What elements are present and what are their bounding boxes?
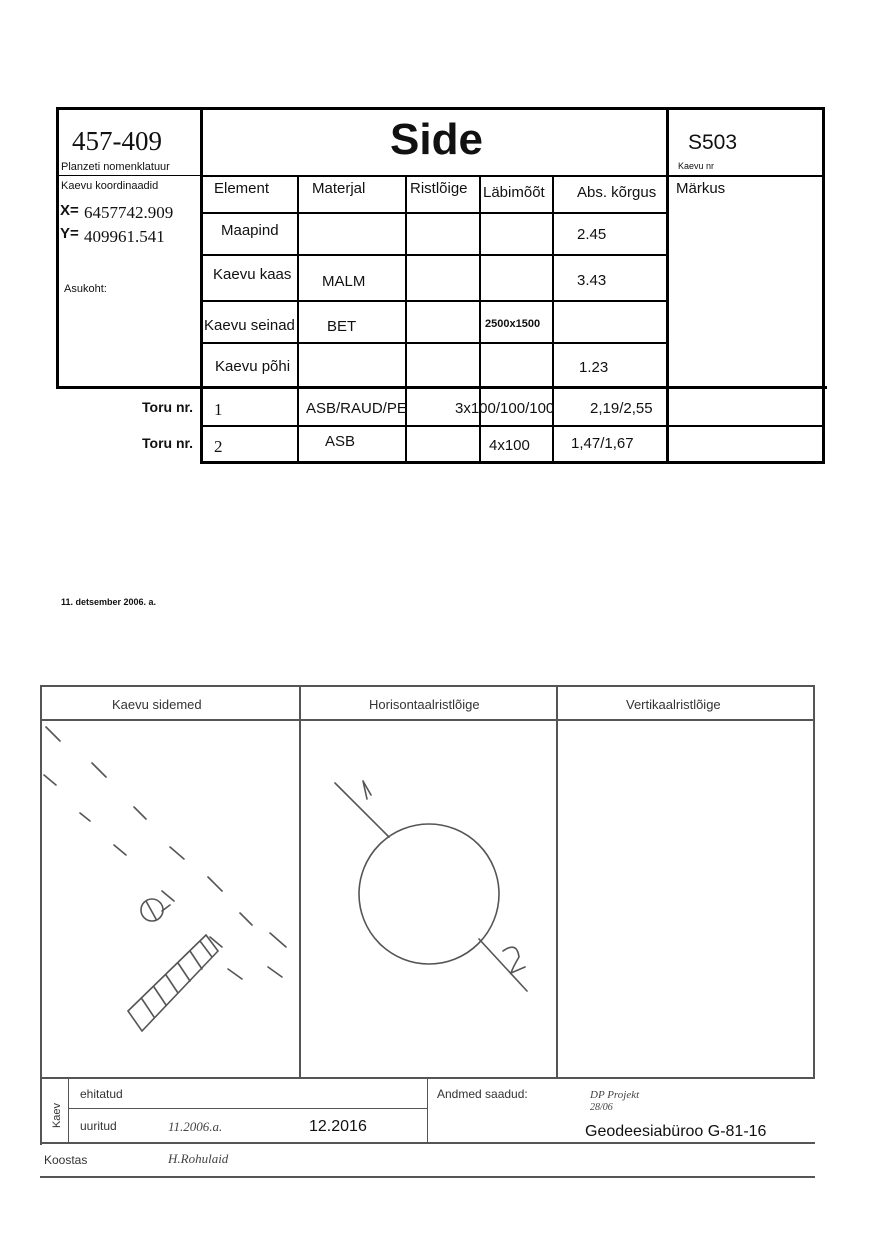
row-element: Kaevu põhi <box>215 358 291 375</box>
y-label: Y= <box>60 225 79 242</box>
pipe-material: ASB/RAUD/PE <box>306 400 407 417</box>
row-element: Kaevu seinad <box>204 317 295 334</box>
coordinates-label: Kaevu koordinaadid <box>61 180 159 192</box>
header-material: Materjal <box>312 180 366 197</box>
y-value: 409961.541 <box>84 227 165 246</box>
row-abs-height: 1.23 <box>579 359 609 376</box>
column-header-vertical-section: Vertikaalristlõige <box>626 697 721 712</box>
row-element: Maapind <box>221 222 279 239</box>
row-element-clip <box>203 357 297 377</box>
data-source-value-2: 28/06 <box>590 1102 613 1113</box>
pipe-number: 2 <box>214 437 223 456</box>
well-number: S503 <box>688 131 738 154</box>
side-label-kaev: Kaev <box>51 1102 64 1129</box>
row-element-clip <box>203 316 297 336</box>
pipe-abs-height: 1,47/1,67 <box>571 435 634 452</box>
built-label: ehitatud <box>80 1087 123 1101</box>
row-element: Kaevu kaas <box>213 266 292 283</box>
row-diameter: 2500x1500 <box>485 318 541 330</box>
pipe-diameter: 4x100 <box>489 437 530 454</box>
author-label: Koostas <box>44 1153 88 1167</box>
page-title: Side <box>390 115 483 164</box>
data-source-label: Andmed saadud: <box>437 1087 528 1101</box>
header-element: Element <box>214 180 270 197</box>
header-remarks: Märkus <box>676 180 726 197</box>
row-material: BET <box>327 318 357 335</box>
row-abs-height: 3.43 <box>577 272 607 289</box>
pipe-number: 1 <box>214 400 223 419</box>
row-material: MALM <box>322 273 366 290</box>
nomenclature-number: 457-409 <box>72 126 162 156</box>
x-label: X= <box>60 202 79 219</box>
row-abs-height: 2.45 <box>577 226 607 243</box>
surveyed-date-new: 12.2016 <box>309 1118 367 1135</box>
pipe-label: Toru nr. <box>142 435 194 451</box>
author-name: H.Rohulaid <box>168 1151 229 1166</box>
well-connections-sketch <box>42 721 299 1077</box>
x-value: 6457742.909 <box>84 203 174 222</box>
surveyed-date-old: 11.2006.a. <box>168 1119 223 1134</box>
pipe-label: Toru nr. <box>142 399 194 415</box>
pipe-material: ASB <box>325 433 356 450</box>
horizontal-section-sketch <box>301 721 556 1077</box>
header-diameter: Läbimõõt <box>483 184 545 201</box>
column-header-horizontal-section: Horisontaalristlõige <box>369 697 480 712</box>
data-source-value: DP Projekt <box>590 1089 640 1101</box>
header-cross-section: Ristlõige <box>410 180 468 197</box>
nomenclature-label: Planzeti nomenklatuur <box>61 161 170 173</box>
column-header-well-connections: Kaevu sidemed <box>112 697 202 712</box>
surveyed-label: uuritud <box>80 1119 117 1133</box>
header-abs-height: Abs. kõrgus <box>577 184 657 201</box>
well-number-label: Kaevu nr <box>678 161 715 171</box>
location-label: Asukoht: <box>64 283 107 295</box>
pipe-abs-height: 2,19/2,55 <box>590 400 653 417</box>
survey-office: Geodeesiabüroo G-81-16 <box>585 1123 767 1140</box>
pipe-diameter: 3x100/100/100 <box>455 400 555 417</box>
document-date: 11. detsember 2006. a. <box>61 597 157 607</box>
